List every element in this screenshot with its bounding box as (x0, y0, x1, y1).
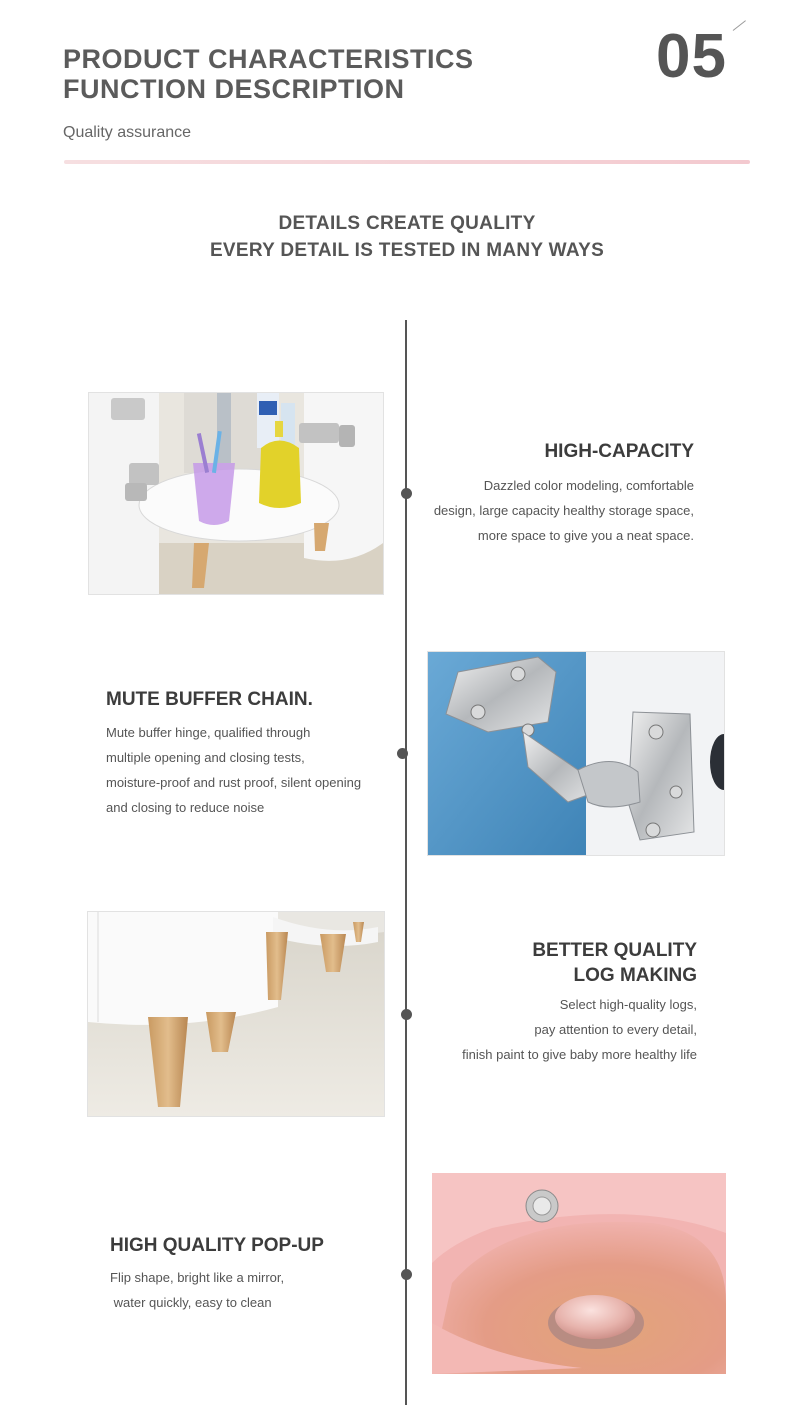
page-subtitle: Quality assurance (63, 124, 192, 141)
page-title (63, 44, 474, 104)
feature-desc-line: multiple opening and closing tests, (106, 750, 305, 765)
header-divider (64, 160, 750, 164)
pop-up-drain-photo (432, 1173, 726, 1374)
feature-title-line: BETTER QUALITY (532, 940, 697, 961)
feature-desc-line: Dazzled color modeling, comfortable (483, 478, 694, 493)
feature-desc-line: more space to give you a neat space. (477, 528, 694, 543)
feature-description (420, 992, 697, 1067)
wooden-legs-illustration (88, 912, 384, 1116)
page-title-line1: PRODUCT CHARACTERISTICS (63, 44, 474, 74)
feature-desc-line: moisture-proof and rust proof, silent opening (106, 775, 362, 790)
feature-title: MUTE BUFFER CHAIN. (106, 689, 313, 710)
feature-high-quality-pop-up (110, 1233, 390, 1315)
timeline-line (405, 320, 407, 1405)
intro-line2: EVERY DETAIL IS TESTED IN MANY WAYS (209, 240, 605, 261)
feature-desc-line: water quickly, easy to clean (110, 1295, 272, 1310)
intro-line1: DETAILS CREATE QUALITY (278, 213, 536, 234)
feature-desc-line: pay attention to every detail, (534, 1022, 697, 1037)
wooden-legs-photo (87, 911, 385, 1117)
pop-up-drain-illustration (432, 1173, 726, 1374)
feature-mute-buffer-chain (106, 687, 396, 820)
feature-title: HIGH-CAPACITY (544, 441, 694, 462)
section-number: 05 (656, 22, 727, 91)
feature-description (110, 1265, 390, 1315)
hinge-photo (427, 651, 725, 856)
feature-title (420, 938, 697, 988)
feature-description (106, 720, 396, 820)
hinge-illustration (428, 652, 724, 855)
feature-desc-line: Mute buffer hinge, qualified through (106, 725, 311, 740)
page-title-line2: FUNCTION DESCRIPTION (63, 74, 405, 104)
feature-desc-line: finish paint to give baby more healthy life (462, 1047, 697, 1062)
timeline-dot (401, 1009, 412, 1020)
feature-desc-line: and closing to reduce noise (106, 800, 265, 815)
timeline-dot (397, 748, 408, 759)
intro-heading (0, 210, 800, 264)
feature-desc-line: Select high-quality logs, (559, 997, 697, 1012)
cabinet-interior-illustration (89, 393, 383, 594)
feature-high-capacity (420, 439, 694, 548)
feature-desc-line: design, large capacity healthy storage space, (433, 503, 694, 518)
cabinet-interior-photo (88, 392, 384, 595)
feature-description (420, 473, 694, 548)
feature-desc-line: Flip shape, bright like a mirror, (110, 1270, 285, 1285)
feature-title-line: LOG MAKING (573, 965, 697, 986)
feature-title: HIGH QUALITY POP-UP (110, 1235, 324, 1256)
feature-better-quality-log-making (420, 938, 697, 1067)
timeline-dot (401, 488, 412, 499)
timeline-dot (401, 1269, 412, 1280)
decorative-slash (733, 20, 746, 31)
